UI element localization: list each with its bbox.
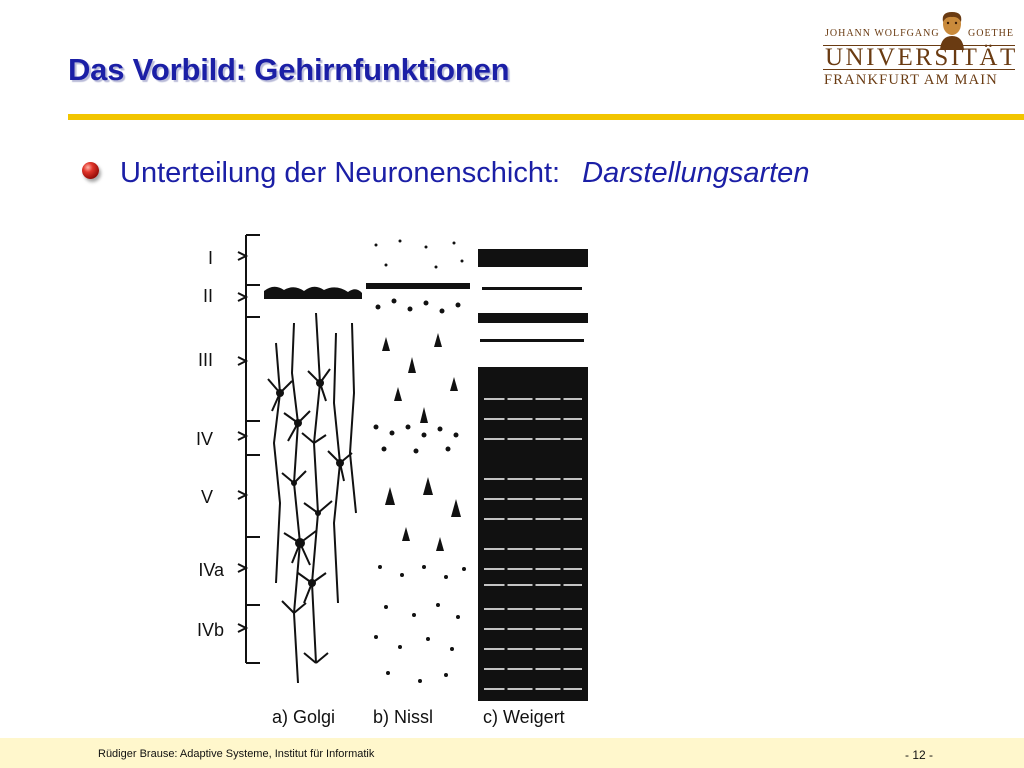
weigert-stain-image <box>478 249 590 701</box>
bullet-main-text: Unterteilung der Neuronenschicht: <box>120 157 561 189</box>
layer-label-7: IVb <box>196 620 224 640</box>
caption-weigert: c) Weigert <box>483 707 565 727</box>
caption-golgi: a) Golgi <box>272 707 336 727</box>
bullet-icon <box>82 162 99 179</box>
logo-text-top-right: GOETHE <box>968 28 1014 39</box>
footer <box>0 738 1024 768</box>
layer-brackets <box>226 225 266 675</box>
layer-label-2: II <box>202 286 213 306</box>
university-logo <box>818 10 1018 92</box>
logo-university: UNIVERSITÄT <box>825 44 1018 71</box>
title-divider <box>68 114 1024 120</box>
layer-label-3: III <box>197 350 213 370</box>
slide-title: Das Vorbild: Gehirnfunktionen <box>68 52 510 87</box>
footer-author: Rüdiger Brause: Adaptive Systeme, Institut für Informatik <box>98 748 375 760</box>
logo-text-top-left: JOHANN WOLFGANG <box>825 28 940 39</box>
layer-label-1: I <box>207 248 213 268</box>
nissl-stain-image <box>366 237 474 693</box>
bullet-text <box>120 157 809 190</box>
layer-label-5: V <box>200 487 213 507</box>
caption-nissl: b) Nissl <box>373 707 434 727</box>
layer-label-6: IVa <box>198 560 224 580</box>
layer-label-4: IV <box>195 429 213 449</box>
page-number: - 12 - <box>905 748 934 762</box>
golgi-stain-image <box>264 283 364 693</box>
cortex-figure <box>190 225 610 735</box>
logo-city: FRANKFURT AM MAIN <box>824 72 998 88</box>
bullet-emphasis-text: Darstellungsarten <box>582 157 810 189</box>
